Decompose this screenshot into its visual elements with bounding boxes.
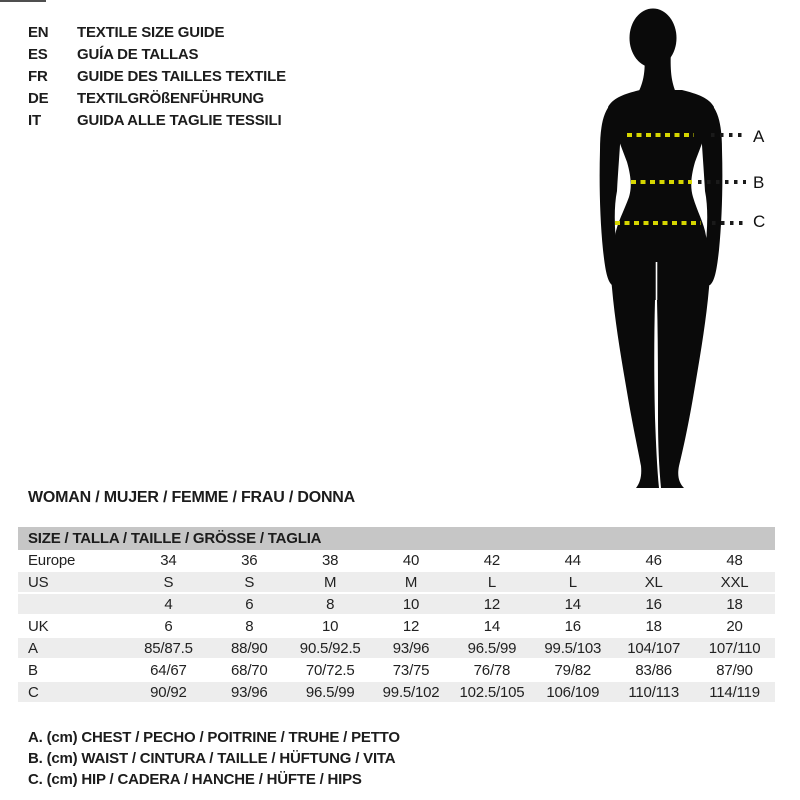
size-cell: 87/90 — [694, 659, 775, 681]
size-cell: 90/92 — [128, 681, 209, 703]
size-cell: 110/113 — [613, 681, 694, 703]
lang-title: GUIDE DES TAILLES TEXTILE — [77, 68, 286, 85]
measurement-legend — [28, 727, 400, 790]
row-label: Europe — [18, 550, 128, 571]
section-heading-woman: WOMAN / MUJER / FEMME / FRAU / DONNA — [28, 489, 356, 506]
lang-code: ES — [28, 46, 48, 63]
size-cell: 96.5/99 — [452, 637, 533, 659]
table-row — [18, 681, 775, 703]
size-cell: 70/72.5 — [290, 659, 371, 681]
size-cell: M — [290, 571, 371, 593]
size-cell: 16 — [532, 615, 613, 637]
row-label: US — [18, 571, 128, 593]
size-cell: 10 — [290, 615, 371, 637]
size-cell: 90.5/92.5 — [290, 637, 371, 659]
size-cell: 107/110 — [694, 637, 775, 659]
size-cell: 93/96 — [371, 637, 452, 659]
size-cell: M — [371, 571, 452, 593]
size-cell: 40 — [371, 550, 452, 571]
size-cell: 8 — [290, 593, 371, 615]
size-cell: 46 — [613, 550, 694, 571]
measure-label-waist: B — [753, 173, 765, 192]
size-cell: 8 — [209, 615, 290, 637]
size-table-body — [18, 550, 775, 703]
size-cell: XL — [613, 571, 694, 593]
lang-title: TEXTILGRÖßENFÜHRUNG — [77, 90, 265, 107]
size-cell: 48 — [694, 550, 775, 571]
size-cell: 93/96 — [209, 681, 290, 703]
size-cell: L — [532, 571, 613, 593]
lang-title: GUÍA DE TALLAS — [77, 46, 199, 63]
size-cell: 10 — [371, 593, 452, 615]
lang-code: IT — [28, 112, 41, 129]
row-label: A — [18, 637, 128, 659]
table-row — [18, 615, 775, 637]
size-cell: 34 — [128, 550, 209, 571]
size-cell: 104/107 — [613, 637, 694, 659]
size-cell: 76/78 — [452, 659, 533, 681]
size-table — [18, 527, 775, 704]
table-row — [18, 637, 775, 659]
size-cell: 14 — [452, 615, 533, 637]
table-row — [18, 571, 775, 593]
size-cell: S — [209, 571, 290, 593]
table-header-row — [18, 527, 775, 550]
size-cell: 38 — [290, 550, 371, 571]
lang-code: FR — [28, 68, 48, 85]
woman-silhouette — [600, 9, 723, 489]
size-cell: 12 — [371, 615, 452, 637]
size-cell: 79/82 — [532, 659, 613, 681]
size-cell: 6 — [128, 615, 209, 637]
size-cell: 18 — [613, 615, 694, 637]
lang-title: GUIDA ALLE TAGLIE TESSILI — [77, 112, 282, 129]
lang-code: DE — [28, 90, 49, 107]
row-label: C — [18, 681, 128, 703]
row-label: UK — [18, 615, 128, 637]
size-cell: 99.5/103 — [532, 637, 613, 659]
size-cell: 106/109 — [532, 681, 613, 703]
size-cell: 114/119 — [694, 681, 775, 703]
row-label: B — [18, 659, 128, 681]
size-cell: 102.5/105 — [452, 681, 533, 703]
table-row — [18, 593, 775, 615]
size-cell: 73/75 — [371, 659, 452, 681]
table-row — [18, 659, 775, 681]
size-cell: 6 — [209, 593, 290, 615]
size-cell: 12 — [452, 593, 533, 615]
size-cell: 16 — [613, 593, 694, 615]
size-cell: 96.5/99 — [290, 681, 371, 703]
size-cell: 85/87.5 — [128, 637, 209, 659]
table-header-label: SIZE / TALLA / TAILLE / GRÖSSE / TAGLIA — [18, 527, 775, 550]
size-cell: 20 — [694, 615, 775, 637]
measure-label-chest: A — [753, 127, 765, 146]
size-cell: 42 — [452, 550, 533, 571]
size-cell: 4 — [128, 593, 209, 615]
size-cell: L — [452, 571, 533, 593]
lang-title: TEXTILE SIZE GUIDE — [77, 24, 225, 41]
size-cell: 64/67 — [128, 659, 209, 681]
size-cell: 99.5/102 — [371, 681, 452, 703]
size-table-wrap — [18, 527, 775, 704]
size-cell: 36 — [209, 550, 290, 571]
size-cell: 44 — [532, 550, 613, 571]
size-cell: 68/70 — [209, 659, 290, 681]
table-row — [18, 550, 775, 571]
size-cell: 88/90 — [209, 637, 290, 659]
legend-hip: C. (cm) HIP / CADERA / HANCHE / HÜFTE / HIPS — [28, 771, 362, 788]
size-cell: 14 — [532, 593, 613, 615]
legend-chest: A. (cm) CHEST / PECHO / POITRINE / TRUHE / PETTO — [28, 729, 400, 746]
lang-code: EN — [28, 24, 49, 41]
legend-waist: B. (cm) WAIST / CINTURA / TAILLE / HÜFTUNG / VITA — [28, 750, 396, 767]
measure-label-hip: C — [753, 212, 766, 231]
row-label — [18, 593, 128, 615]
size-cell: 18 — [694, 593, 775, 615]
size-cell: S — [128, 571, 209, 593]
size-cell: 83/86 — [613, 659, 694, 681]
size-cell: XXL — [694, 571, 775, 593]
